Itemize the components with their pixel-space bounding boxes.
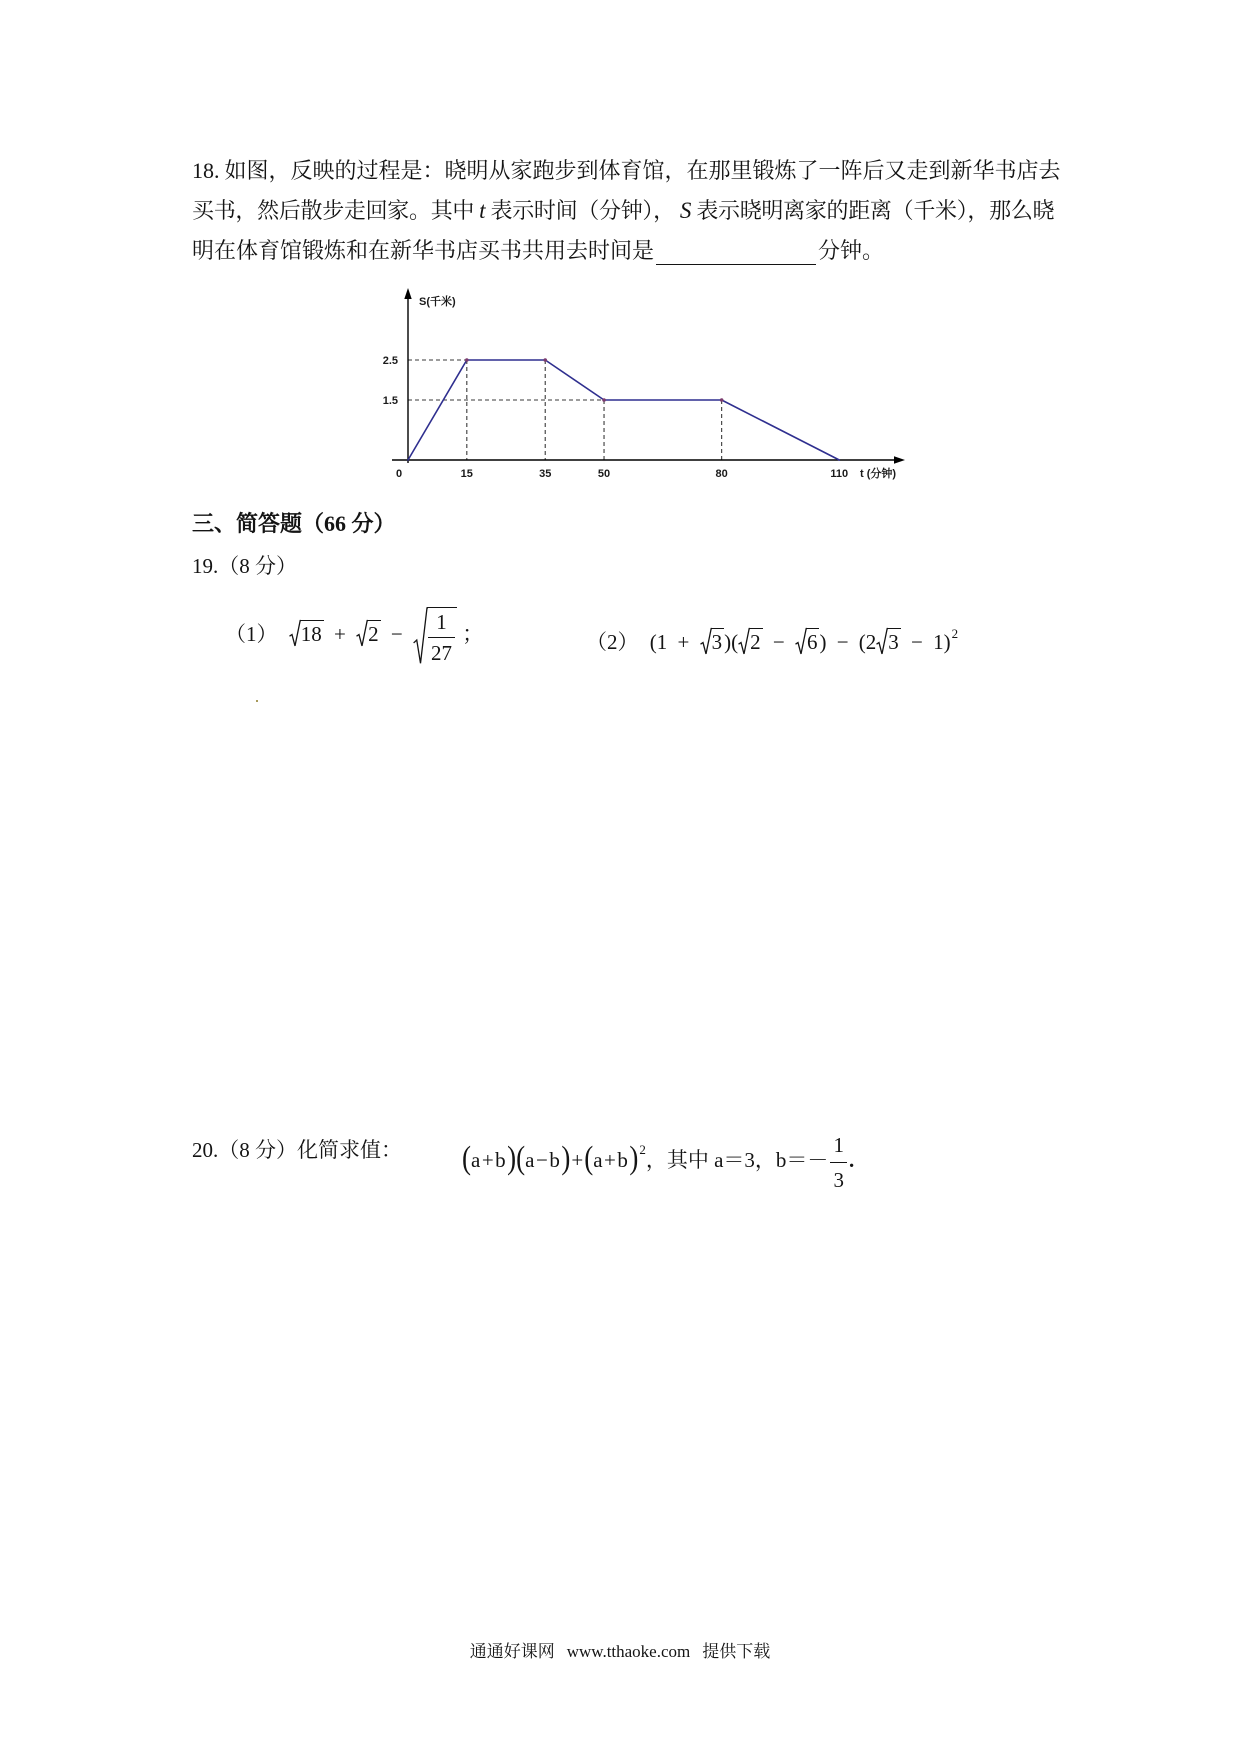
chart-guides: [408, 360, 722, 460]
part-label: （1）: [225, 622, 278, 646]
question-18-line-2: [192, 191, 1064, 231]
q19-part-2: [586, 604, 958, 664]
radicand: [427, 607, 457, 665]
question-text: 分钟。: [818, 238, 885, 263]
question-number: 18.: [192, 158, 220, 183]
x-tick-label: 50: [597, 468, 611, 480]
plus-sign: +: [571, 1148, 584, 1172]
paren-close: ): [561, 1139, 571, 1176]
variable-t: t: [479, 198, 486, 223]
series-segment-2: [545, 360, 604, 400]
question-score: （8 分）: [218, 1138, 297, 1162]
paren-open: (: [516, 1139, 526, 1176]
semicolon: ；: [462, 622, 484, 646]
sqrt-3: [700, 628, 725, 655]
data-point-1: [465, 358, 469, 362]
paren-close: ): [507, 1139, 517, 1176]
x-axis-label: t (分钟): [860, 468, 897, 480]
group-a-plus-b: a+b: [593, 1148, 630, 1172]
x-tick-label: 0: [395, 468, 403, 480]
distance-time-chart: [340, 280, 940, 490]
y-tick-label: 1.5: [382, 395, 398, 407]
question-18: [192, 151, 1064, 271]
footer-suffix: 提供下载: [702, 1642, 771, 1661]
y-axis-arrow: [404, 288, 411, 299]
data-point-3: [602, 398, 606, 402]
q19-part-1: [225, 604, 483, 664]
paren-close: ): [819, 630, 827, 654]
question-18-line-3: [192, 231, 1064, 271]
denominator: 27: [430, 641, 452, 666]
section-heading: 三、简答题（66 分）: [192, 511, 396, 536]
numerator: 1: [428, 610, 455, 638]
question-20-expression: [462, 1118, 855, 1192]
x-tick-label: 35: [539, 468, 552, 480]
radical-sign: [356, 620, 368, 647]
y-axis-label: S(千米): [419, 296, 456, 308]
exponent: 2: [639, 1142, 646, 1157]
radicand: 2: [368, 622, 379, 646]
question-instruction: 化简求值：: [297, 1138, 402, 1162]
fraction: [830, 1132, 847, 1193]
variable-s: S: [679, 198, 692, 223]
paren-open: (: [584, 1139, 594, 1176]
sqrt-18: [289, 620, 324, 647]
question-text: 买书，然后散步走回家。其中: [192, 198, 475, 223]
x-tick-label: 110: [830, 468, 849, 480]
period: .: [848, 1148, 855, 1172]
radicand: 18: [300, 622, 322, 646]
radical-sign: [876, 628, 888, 655]
paren-open: (: [462, 1139, 471, 1176]
question-18-line-1: [192, 151, 1064, 191]
condition-text: ，其中 a＝3，b＝－: [645, 1148, 829, 1172]
x-axis-arrow: [894, 456, 905, 463]
paren-close: 1): [933, 630, 951, 654]
part-label: （2）: [586, 630, 639, 654]
y-tick-label: 2.5: [382, 355, 398, 367]
data-point-4: [720, 398, 724, 402]
sqrt-2: [356, 620, 381, 647]
answer-blank: [656, 237, 816, 265]
paren-close: ): [629, 1139, 639, 1176]
question-score: （8 分）: [218, 554, 297, 578]
page-footer: [0, 1640, 1240, 1664]
question-text: 如图，反映的过程是：晓明从家跑步到体育馆，在那里锻炼了一阵后又走到新华书店去: [224, 158, 1061, 183]
plus-sign: +: [677, 630, 690, 654]
plus-sign: +: [334, 622, 346, 646]
radicand: 3: [888, 630, 899, 654]
paren-open: (1: [649, 630, 668, 654]
radical-sign: [413, 607, 428, 665]
sqrt-3: [876, 628, 901, 655]
question-text: 明在体育馆锻炼和在新华书店买书共用去时间是: [192, 238, 655, 263]
question-text: 表示时间（分钟），: [490, 198, 675, 223]
radicand: 2: [750, 630, 761, 654]
series-segment-4: [722, 400, 840, 460]
radicand: 3: [711, 630, 723, 654]
radical-sign: [795, 628, 807, 655]
minus-sign: −: [836, 630, 849, 654]
paren-middle: )(: [724, 630, 739, 654]
question-number: 20.: [192, 1138, 219, 1162]
radicand: 6: [806, 630, 818, 654]
exponent: 2: [951, 626, 959, 641]
footer-url: www.tthaoke.com: [566, 1642, 691, 1661]
sqrt-2: [738, 628, 763, 655]
x-tick-label: 80: [715, 468, 728, 480]
minus-sign: −: [911, 630, 923, 654]
group-a-plus-b: a+b: [471, 1148, 508, 1172]
sqrt-fraction: [413, 607, 457, 665]
denominator: 3: [833, 1167, 844, 1192]
chart-series: [408, 358, 839, 460]
question-19-header: [192, 546, 297, 586]
group-a-minus-b: a−b: [525, 1148, 562, 1172]
minus-sign: −: [772, 630, 785, 654]
minus-sign: −: [390, 622, 403, 646]
x-tick-label: 15: [460, 468, 473, 480]
series-segment-0: [408, 360, 467, 460]
fraction: [428, 610, 455, 665]
chart-tick-labels: [383, 355, 848, 480]
sqrt-6: [795, 628, 820, 655]
radical-sign: [700, 628, 712, 655]
numerator: 1: [830, 1132, 847, 1163]
question-text: 表示晓明离家的距离（千米），那么晓: [696, 198, 1055, 223]
question-20-header: [192, 1130, 402, 1170]
data-point-2: [543, 358, 547, 362]
stray-mark: [256, 700, 258, 702]
radical-sign: [738, 628, 750, 655]
radical-sign: [289, 620, 301, 647]
question-number: 19.: [192, 554, 219, 578]
footer-site-name: 通通好课网: [469, 1642, 555, 1661]
paren-open: (2: [858, 630, 877, 654]
